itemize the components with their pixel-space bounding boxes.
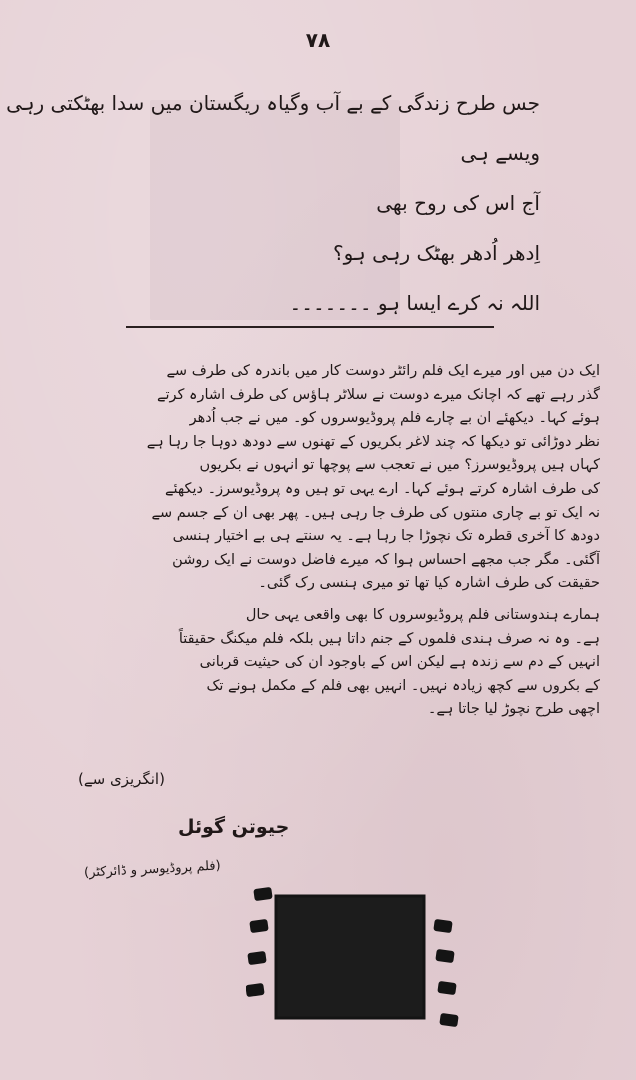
sprocket-hole — [253, 887, 272, 901]
prose-line: ہے۔ وہ نہ صرف ہندی فلموں کے جنم داتا ہیں بلکہ فلم میکنگ حقیقتاً — [178, 630, 600, 647]
prose-line: کہاں ہیں پروڈیوسرز؟ میں نے تعجب سے پوچھا تو انہوں نے بکریوں — [199, 457, 600, 474]
sprocket-hole — [246, 983, 265, 997]
poem-line: جس طرح زندگی کے بے آب وگیاہ ریگستان میں سدا بھٹکتی رہی — [6, 91, 540, 115]
poem-line: اللہ نہ کرے ایسا ہو ۔۔۔۔۔۔۔ — [289, 291, 540, 315]
poem-block — [6, 78, 540, 328]
sprocket-hole — [437, 981, 456, 995]
section-divider — [126, 326, 494, 328]
film-strip-icon — [246, 884, 464, 1032]
prose-line: انہیں کے دم سے زندہ ہے لیکن اس کے باوجود ان کی حیثیت قربانی — [199, 654, 600, 671]
sprocket-hole — [249, 919, 268, 933]
prose-line: نہ ایک تو بے چاری منتوں کی طرف جا رہی ہیں۔ پھر بھی ان کے جسم سے — [151, 504, 600, 521]
paragraph-gap — [40, 596, 600, 604]
poem-line: آج اس کی روح بھی — [376, 191, 540, 215]
sprocket-hole — [433, 919, 452, 933]
prose-line: کی طرف اشارہ کرتے ہوئے کہا۔ ارے یہی تو ہیں وہ پروڈیوسرز۔ دیکھئے — [164, 480, 600, 497]
prose-line: اچھی طرح نچوڑ لیا جاتا ہے۔ — [427, 701, 600, 718]
sprocket-hole — [439, 1013, 458, 1027]
prose-line: آگئی۔ مگر جب مجھے احساس ہوا کہ میرے فاضل دوست نے ایک روشن — [172, 551, 600, 568]
prose-line: گذر رہے تھے کہ اچانک میرے دوست نے سلاٹر ہاؤس کی طرف اشارہ کرتے — [156, 386, 600, 403]
film-sprockets-right — [433, 919, 458, 1027]
author-name: جیوتن گوئل — [178, 816, 290, 838]
poem-line: ویسے ہی — [460, 141, 540, 165]
sprocket-hole — [435, 949, 454, 963]
prose-line: ہمارے ہندوستانی فلم پروڈیوسروں کا بھی واقعی یہی حال — [245, 606, 600, 623]
prose-line: ایک دن میں اور میرے ایک فلم رائٹر دوست کار میں باندرہ کی طرف سے — [166, 363, 600, 379]
author-title: (فلم پروڈیوسر و ڈائرکٹر) — [83, 858, 222, 881]
prose-line: دودھ کا آخری قطرہ تک نچوڑا جا رہا ہے۔ یہ سنتے ہی بے اختیار ہنسی — [172, 528, 600, 545]
page-number: ۷۸ — [305, 28, 331, 52]
article-body — [40, 360, 600, 722]
prose-line: نظر دوڑائی تو دیکھا کہ چند لاغر بکریوں کے تھنوں سے دودھ دوہا جا رہا ہے — [146, 433, 600, 450]
film-frame — [276, 896, 424, 1018]
film-sprockets-left — [246, 887, 273, 997]
translation-source-note: (انگریزی سے) — [78, 770, 165, 788]
prose-line: ہوئے کہا۔ دیکھئے ان بے چارے فلم پروڈیوسروں کو۔ میں نے جب اُدھر — [189, 410, 600, 427]
prose-line: حقیقت کی طرف اشارہ کیا تھا تو میری ہنسی رک گئی۔ — [258, 575, 600, 592]
sprocket-hole — [247, 951, 266, 965]
prose-line: کے بکروں سے کچھ زیادہ نہیں۔ انہیں بھی فلم کے مکمل ہونے تک — [206, 677, 600, 694]
poem-line: اِدھر اُدھر بھٹک رہی ہو؟ — [333, 241, 540, 265]
